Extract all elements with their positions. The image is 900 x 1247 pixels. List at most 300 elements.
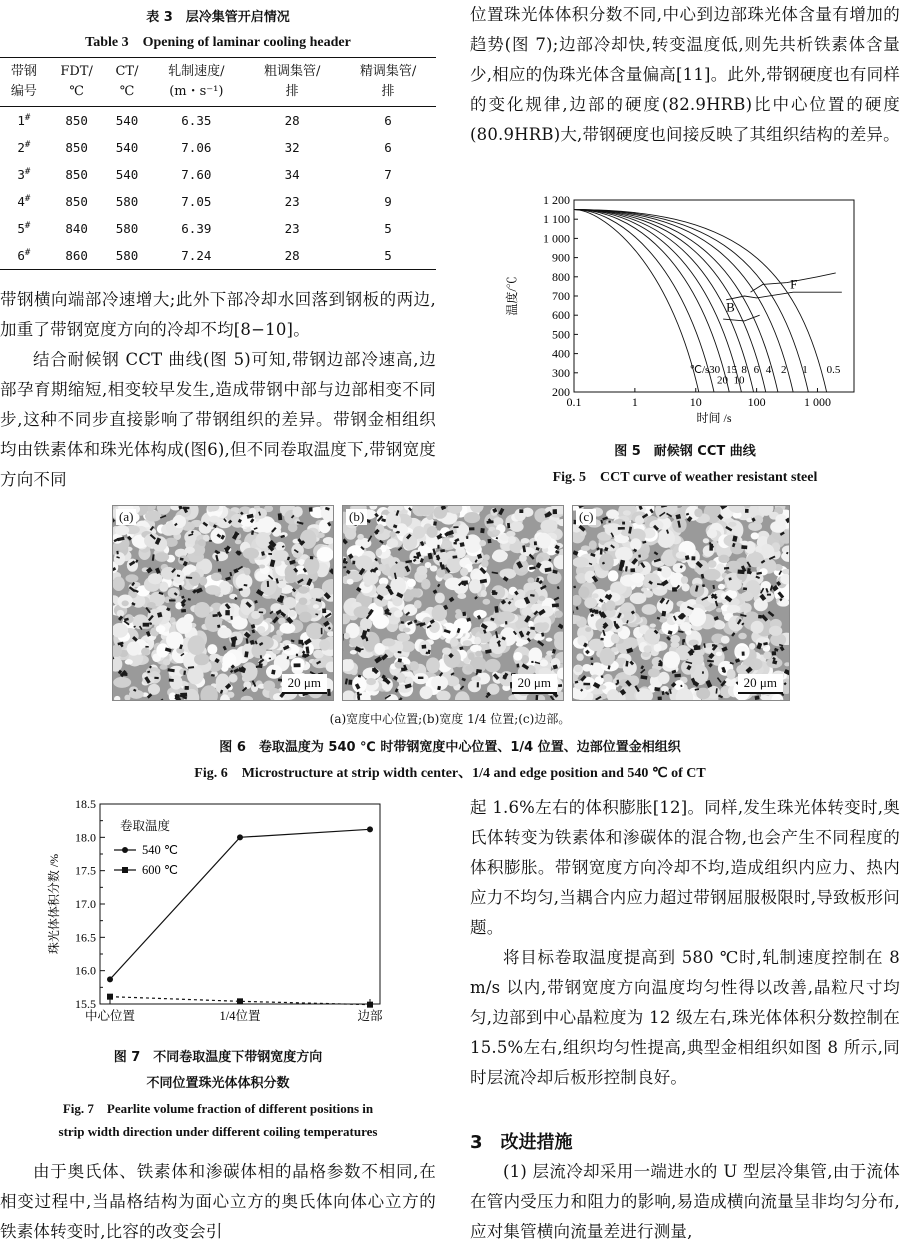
pearlite-spot bbox=[154, 677, 158, 679]
ferrite-grain bbox=[442, 647, 451, 654]
ferrite-grain bbox=[176, 617, 192, 634]
ferrite-grain bbox=[455, 609, 461, 614]
ferrite-grain bbox=[657, 529, 675, 548]
ferrite-grain bbox=[394, 610, 403, 617]
ferrite-grain bbox=[450, 638, 459, 647]
scale-bar: 20 μm bbox=[282, 674, 327, 694]
table-cell: 850 bbox=[65, 194, 88, 209]
pearlite-spot bbox=[742, 652, 745, 656]
table-cell: 850 bbox=[65, 113, 88, 128]
table-header-line: 精调集管/ bbox=[359, 64, 417, 79]
pearlite-spot bbox=[618, 527, 625, 530]
pearlite-spot bbox=[322, 608, 326, 613]
pearlite-spot bbox=[398, 651, 402, 654]
ferrite-grain bbox=[125, 659, 133, 664]
micrograph-b-image bbox=[343, 506, 563, 700]
x-tick-label: 100 bbox=[747, 395, 766, 409]
ferrite-grain bbox=[641, 588, 647, 592]
ferrite-grain bbox=[420, 686, 433, 699]
y-tick-label: 700 bbox=[552, 289, 570, 303]
table-cell: 850 bbox=[65, 167, 88, 182]
ferrite-grain bbox=[528, 647, 542, 662]
table-row bbox=[0, 242, 436, 270]
ferrite-grain bbox=[546, 638, 553, 642]
pearlite-spot bbox=[309, 507, 313, 511]
pearlite-spot bbox=[712, 644, 715, 647]
pearlite-spot bbox=[169, 599, 176, 601]
ferrite-grain bbox=[573, 615, 581, 621]
rate-label: 6 bbox=[753, 363, 760, 376]
y-axis-label: 珠光体体积分数 /% bbox=[47, 853, 61, 955]
pearlite-spot bbox=[230, 616, 232, 620]
ferrite-grain bbox=[155, 552, 170, 562]
ferrite-grain bbox=[319, 519, 331, 533]
ferrite-grain bbox=[257, 626, 265, 633]
micrograph-c bbox=[572, 505, 790, 701]
pearlite-spot bbox=[530, 627, 535, 630]
y-tick-label: 17.0 bbox=[75, 897, 96, 911]
ferrite-grain bbox=[592, 593, 599, 598]
pearlite-spot bbox=[321, 628, 323, 634]
ferrite-grain bbox=[519, 554, 527, 561]
panel-label: (a) bbox=[116, 509, 136, 525]
paragraph: 带钢横向端部冷速增大;此外下部冷却水回落到钢板的两边,加重了带钢宽度方向的冷却不均[8−10]。 bbox=[0, 290, 436, 339]
ferrite-grain bbox=[608, 570, 619, 581]
rate-label: 20 bbox=[717, 374, 729, 387]
ferrite-grain bbox=[707, 529, 717, 539]
pearlite-spot bbox=[608, 521, 610, 523]
ferrite-grain bbox=[630, 538, 642, 550]
pearlite-spot bbox=[702, 671, 704, 674]
ferrite-grain bbox=[279, 623, 295, 634]
micrograph-a-image bbox=[113, 506, 333, 700]
ferrite-grain bbox=[741, 592, 754, 602]
ferrite-grain bbox=[457, 593, 466, 599]
ferrite-grain bbox=[485, 659, 501, 672]
pearlite-spot bbox=[460, 542, 465, 547]
pearlite-spot bbox=[124, 673, 128, 676]
table-header-cell bbox=[106, 58, 149, 107]
ferrite-grain bbox=[299, 612, 312, 623]
pearlite-spot bbox=[767, 594, 771, 596]
ferrite-grain bbox=[392, 597, 402, 606]
table-cell: 6 bbox=[384, 140, 392, 155]
pearlite-spot bbox=[268, 553, 272, 555]
ferrite-grain bbox=[703, 569, 721, 581]
pearlite-spot bbox=[583, 683, 590, 686]
pearlite-spot bbox=[622, 522, 625, 525]
pearlite-spot bbox=[680, 685, 682, 687]
ferrite-grain bbox=[360, 618, 372, 631]
ferrite-grain bbox=[366, 678, 376, 685]
ferrite-grain bbox=[469, 579, 482, 594]
ferrite-grain bbox=[705, 647, 714, 652]
pearlite-spot bbox=[600, 548, 603, 554]
ferrite-grain bbox=[533, 622, 548, 632]
y-tick-label: 1 100 bbox=[543, 212, 570, 227]
table-body bbox=[0, 57, 436, 270]
ferrite-grain bbox=[300, 529, 317, 549]
y-tick-label: 18.0 bbox=[75, 830, 96, 845]
y-tick-label: 1 000 bbox=[543, 231, 570, 246]
ferrite-grain bbox=[606, 509, 619, 519]
ferrite-grain bbox=[670, 635, 680, 644]
section-3-text: (1) 层流冷却采用一端进水的 U 型层冷集管,由于流体在管内受压力和阻力的影响,易造成横向流量呈非均匀分布,应对集管横向流量差进行测量, bbox=[470, 1162, 900, 1241]
ferrite-grain bbox=[474, 637, 481, 645]
table-cell: 7.60 bbox=[181, 167, 212, 182]
ferrite-grain bbox=[648, 668, 660, 677]
pearlite-spot bbox=[218, 569, 221, 572]
pearlite-spot bbox=[558, 684, 562, 687]
pearlite-spot bbox=[691, 556, 695, 560]
rate-unit-label: ℃/s bbox=[689, 363, 710, 376]
ferrite-grain bbox=[635, 566, 643, 573]
table-cell: 850 bbox=[65, 140, 88, 155]
ferrite-grain bbox=[682, 583, 690, 591]
left-column-text-2: 由于奥氏体、铁素体和渗碳体相的晶格参数不相同,在相变过程中,当晶格结构为面心立方的奥氏体向体心立方的铁素体转变时,比容的改变会引 bbox=[0, 1162, 436, 1241]
y-tick-label: 17.5 bbox=[75, 863, 96, 878]
table-cell: 2# bbox=[17, 139, 31, 156]
ferrite-grain bbox=[681, 576, 688, 584]
table-cell: 23 bbox=[284, 194, 300, 209]
table-3 bbox=[0, 6, 436, 270]
x-tick-label: 1/4位置 bbox=[219, 1009, 261, 1023]
table-cell: 28 bbox=[284, 113, 300, 128]
ferrite-grain bbox=[578, 586, 589, 598]
rate-label: 30 bbox=[709, 363, 721, 376]
ferrite-grain bbox=[319, 639, 330, 650]
ferrite-grain bbox=[390, 531, 396, 537]
x-tick-label: 0.1 bbox=[566, 395, 582, 409]
pearlite-spot bbox=[600, 638, 603, 641]
ferrite-grain bbox=[749, 643, 755, 649]
table-header-line: 轧制速度/ bbox=[168, 64, 225, 79]
pearlite-spot bbox=[683, 639, 685, 642]
ferrite-grain bbox=[352, 676, 366, 693]
paragraph: 位置珠光体体积分数不同,中心到边部珠光体含量有增加的趋势(图 7);边部冷却快,转变温度低,则先共析铁素体含量少,相应的伪珠光体含量偏高[11]。此外,带钢硬度也有同样的变化规律,边部的硬度(82.9HRB)比中心位置的硬度(80.9HRB)大,带钢硬度也间接反映了其组织结构的差异。 bbox=[470, 5, 900, 144]
ferrite-grain bbox=[708, 560, 717, 568]
ferrite-grain bbox=[426, 657, 440, 673]
table-cell: 34 bbox=[284, 167, 300, 182]
scale-bar: 20 μm bbox=[512, 674, 557, 694]
fig7-caption-en-2: strip width direction under different coiling temperatures bbox=[58, 1124, 378, 1139]
ferrite-grain bbox=[313, 604, 319, 608]
right-column-text-2 bbox=[470, 793, 900, 1093]
region-label-F: F bbox=[790, 276, 798, 292]
ferrite-grain bbox=[298, 586, 309, 594]
micrograph-b bbox=[342, 505, 564, 701]
pearlite-spot bbox=[294, 663, 301, 667]
ferrite-grain bbox=[244, 568, 251, 576]
legend-marker bbox=[122, 847, 128, 853]
ferrite-grain bbox=[481, 590, 487, 597]
ferrite-grain bbox=[207, 644, 217, 654]
table-row bbox=[0, 215, 436, 242]
ferrite-grain bbox=[727, 605, 741, 613]
table-cell: 7 bbox=[384, 167, 392, 182]
ferrite-grain bbox=[754, 603, 761, 609]
pearlite-spot bbox=[492, 590, 496, 595]
table-cell: 3# bbox=[17, 166, 31, 183]
pearlite-spot bbox=[422, 645, 427, 649]
rate-label: 4 bbox=[765, 363, 772, 376]
ferrite-grain bbox=[382, 638, 395, 646]
ferrite-grain bbox=[643, 645, 651, 653]
y-tick-label: 15.5 bbox=[75, 997, 96, 1011]
table-cell: 7.24 bbox=[148, 242, 244, 270]
pearlite-spot bbox=[348, 680, 352, 685]
table-cell: 580 bbox=[115, 221, 139, 236]
ferrite-grain bbox=[372, 614, 389, 628]
ferrite-grain bbox=[436, 568, 445, 578]
ferrite-grain bbox=[581, 545, 590, 551]
y-tick-label: 200 bbox=[552, 385, 570, 399]
ferrite-grain bbox=[573, 557, 589, 568]
ferrite-grain bbox=[475, 651, 482, 657]
paragraph: 结合耐候钢 CCT 曲线(图 5)可知,带钢边部冷速高,边部孕育期缩短,相变较早发生,造成带钢中部与边部相变不同步,这种不同步直接影响了带钢组织的差异。带钢金相组织均由铁素体和珠光体构成(图6),但不同卷取温度下,带钢宽度方向不同 bbox=[0, 350, 436, 489]
ferrite-grain bbox=[645, 628, 660, 644]
ferrite-grain bbox=[654, 644, 662, 652]
y-tick-label: 300 bbox=[552, 365, 570, 380]
pearlite-spot bbox=[672, 587, 677, 591]
ferrite-grain bbox=[751, 621, 764, 634]
pearlite-spot bbox=[343, 566, 346, 568]
y-tick-label: 16.5 bbox=[75, 930, 96, 945]
ferrite-grain bbox=[584, 597, 597, 608]
y-tick-label: 400 bbox=[552, 346, 570, 361]
ferrite-grain bbox=[716, 652, 722, 657]
ferrite-grain bbox=[292, 506, 302, 517]
pearlite-spot bbox=[772, 651, 776, 655]
ferrite-grain bbox=[194, 653, 209, 665]
ferrite-grain bbox=[345, 529, 356, 540]
table-cell: 580 bbox=[106, 242, 149, 270]
ferrite-grain bbox=[464, 512, 480, 523]
ferrite-grain bbox=[506, 531, 516, 537]
ferrite-grain bbox=[355, 555, 373, 570]
ferrite-grain bbox=[312, 658, 327, 668]
ferrite-grain bbox=[289, 610, 296, 616]
ferrite-grain bbox=[187, 666, 204, 684]
pearlite-spot bbox=[145, 646, 148, 648]
pearlite-spot bbox=[724, 567, 729, 570]
pearlite-spot bbox=[737, 569, 744, 574]
ferrite-grain bbox=[521, 607, 532, 616]
ferrite-grain bbox=[168, 588, 180, 599]
scale-bar: 20 μm bbox=[738, 674, 783, 694]
pearlite-spot bbox=[169, 679, 174, 682]
ferrite-grain bbox=[492, 529, 500, 534]
ferrite-grain bbox=[630, 592, 647, 604]
table-cell: 840 bbox=[65, 221, 88, 236]
plot-frame bbox=[100, 804, 380, 1004]
table-cell: 28 bbox=[244, 242, 340, 270]
table-header-line: 排 bbox=[285, 84, 299, 99]
ferrite-grain bbox=[114, 552, 125, 565]
paragraph: 将目标卷取温度提高到 580 ℃时,轧制速度控制在 8 m/s 以内,带钢宽度方向温度均匀性得以改善,晶粒尺寸均匀,边部到中心晶粒度为 12 级左右,珠光体体积分数控制在 15.5%左右,组织均匀性提高,典型金相组织如图 8 所示,同时层流冷却后板形控制良好。 bbox=[470, 948, 900, 1087]
table-header-cell bbox=[148, 58, 244, 107]
pearlite-spot bbox=[552, 603, 559, 607]
ferrite-grain bbox=[703, 538, 709, 543]
ferrite-grain bbox=[141, 648, 149, 656]
data-point bbox=[367, 1002, 373, 1008]
pearlite-spot bbox=[729, 577, 732, 580]
ferrite-grain bbox=[499, 568, 516, 579]
ferrite-grain bbox=[285, 572, 297, 583]
pearlite-spot bbox=[116, 551, 118, 555]
table-cell: 7.06 bbox=[181, 140, 212, 155]
rate-label: 15 bbox=[726, 363, 738, 376]
ferrite-grain bbox=[417, 566, 428, 576]
ferrite-grain bbox=[582, 664, 591, 672]
ferrite-grain bbox=[673, 563, 686, 573]
ferrite-grain bbox=[611, 633, 620, 643]
table-header-line: CT/ bbox=[115, 64, 139, 79]
table-cell: 5 bbox=[340, 242, 436, 270]
ferrite-grain bbox=[363, 571, 379, 585]
ferrite-grain bbox=[462, 640, 472, 646]
ferrite-grain bbox=[468, 652, 475, 660]
ferrite-grain bbox=[409, 588, 421, 597]
pearlite-spot bbox=[573, 586, 576, 589]
pearlite-spot bbox=[630, 568, 635, 572]
ferrite-grain bbox=[125, 574, 138, 582]
pearlite-spot bbox=[310, 556, 314, 559]
y-axis-label: 温度/℃ bbox=[505, 276, 519, 316]
ferrite-grain bbox=[211, 573, 222, 581]
data-point bbox=[237, 834, 243, 840]
ferrite-grain bbox=[421, 579, 430, 590]
ferrite-grain bbox=[661, 686, 669, 692]
ferrite-grain bbox=[148, 573, 163, 584]
ferrite-grain bbox=[357, 534, 364, 540]
pearlite-spot bbox=[480, 528, 484, 533]
ferrite-grain bbox=[222, 653, 236, 668]
table-cell: 7.05 bbox=[181, 194, 212, 209]
pearlite-spot bbox=[269, 658, 271, 660]
pearlite-spot bbox=[516, 664, 519, 668]
ferrite-grain bbox=[555, 611, 563, 618]
ferrite-grain bbox=[413, 526, 426, 539]
data-point bbox=[367, 826, 373, 832]
ferrite-grain bbox=[435, 593, 445, 604]
fig7-caption-en-1: Fig. 7 Pearlite volume fraction of different positions in bbox=[62, 1101, 374, 1116]
ferrite-grain bbox=[606, 600, 616, 611]
ferrite-grain bbox=[751, 532, 759, 539]
table-header-line: (m・s⁻¹) bbox=[169, 84, 224, 99]
rate-label: 10 bbox=[733, 374, 745, 387]
table-cell: 6.35 bbox=[181, 113, 212, 128]
table-cell: 540 bbox=[115, 140, 139, 155]
ferrite-grain bbox=[163, 659, 171, 666]
pearlite-spot bbox=[278, 513, 283, 520]
ferrite-grain bbox=[539, 659, 548, 666]
pearlite-spot bbox=[464, 583, 466, 586]
ferrite-grain bbox=[576, 653, 583, 661]
table-cell: 6 bbox=[384, 113, 392, 128]
micrograph-a bbox=[112, 505, 334, 701]
rate-label: 8 bbox=[741, 363, 747, 376]
ferrite-grain bbox=[235, 540, 242, 545]
ferrite-grain bbox=[775, 514, 787, 526]
ferrite-grain bbox=[521, 538, 530, 544]
ferrite-grain bbox=[429, 621, 440, 633]
pearlite-spot bbox=[638, 555, 641, 558]
ferrite-grain bbox=[115, 525, 129, 535]
ferrite-grain bbox=[299, 597, 308, 605]
ferrite-grain bbox=[217, 627, 231, 638]
pearlite-spot bbox=[466, 536, 468, 539]
pearlite-spot bbox=[469, 527, 474, 530]
ferrite-grain bbox=[148, 684, 160, 695]
ferrite-grain bbox=[460, 568, 468, 577]
fig7-caption-cn-2: 不同位置珠光体体积分数 bbox=[146, 1076, 290, 1091]
ferrite-grain bbox=[738, 633, 747, 640]
x-axis-label: 时间 /s bbox=[696, 411, 732, 425]
fig6-caption-en: Fig. 6 Microstructure at strip width center、1/4 and edge position and 540 ℃ of CT bbox=[194, 766, 706, 781]
pearlite-spot bbox=[259, 611, 263, 613]
ferrite-grain bbox=[676, 551, 687, 558]
table-cell: 5# bbox=[17, 220, 31, 237]
pearlite-spot bbox=[225, 610, 229, 615]
ferrite-grain bbox=[611, 647, 618, 652]
y-tick-label: 16.0 bbox=[75, 963, 96, 978]
ferrite-grain bbox=[113, 677, 131, 688]
ferrite-grain bbox=[538, 596, 545, 602]
y-tick-label: 800 bbox=[552, 269, 570, 284]
pearlite-spot bbox=[183, 507, 190, 510]
pearlite-spot bbox=[453, 526, 458, 528]
ferrite-grain bbox=[446, 676, 459, 686]
table-cell: 5 bbox=[384, 221, 392, 236]
ferrite-grain bbox=[363, 667, 381, 679]
ferrite-grain bbox=[680, 622, 692, 631]
pearlite-spot bbox=[507, 523, 510, 528]
ferrite-grain bbox=[642, 604, 657, 615]
y-tick-label: 500 bbox=[552, 327, 570, 342]
ferrite-grain bbox=[479, 540, 486, 546]
pearlite-spot bbox=[505, 621, 507, 624]
panel-label: (c) bbox=[576, 509, 596, 525]
ferrite-grain bbox=[256, 532, 271, 548]
pearlite-spot bbox=[535, 695, 538, 700]
table-row bbox=[0, 188, 436, 215]
ferrite-grain bbox=[727, 669, 736, 680]
ferrite-grain bbox=[243, 681, 251, 689]
pearlite-spot bbox=[476, 669, 482, 673]
panel-label: (b) bbox=[346, 509, 367, 525]
ferrite-grain bbox=[209, 516, 220, 523]
ferrite-grain bbox=[483, 599, 491, 605]
ferrite-grain bbox=[147, 602, 156, 608]
table-cell: 4# bbox=[17, 193, 31, 210]
ferrite-grain bbox=[727, 579, 742, 590]
ferrite-grain bbox=[205, 585, 220, 595]
ferrite-grain bbox=[430, 565, 437, 571]
table-cell: 580 bbox=[115, 194, 139, 209]
table-header-cell bbox=[48, 58, 106, 107]
pearlite-spot bbox=[745, 509, 749, 513]
ferrite-grain bbox=[427, 526, 438, 538]
table-header-line: 带钢 bbox=[10, 64, 37, 79]
pearlite-spot bbox=[534, 541, 537, 545]
ferrite-grain bbox=[468, 680, 481, 692]
right-column-text-1 bbox=[470, 0, 900, 150]
ferrite-grain bbox=[127, 641, 141, 655]
ferrite-grain bbox=[721, 636, 730, 644]
region-label-B: B bbox=[726, 299, 735, 315]
cooling-curve bbox=[574, 210, 699, 392]
